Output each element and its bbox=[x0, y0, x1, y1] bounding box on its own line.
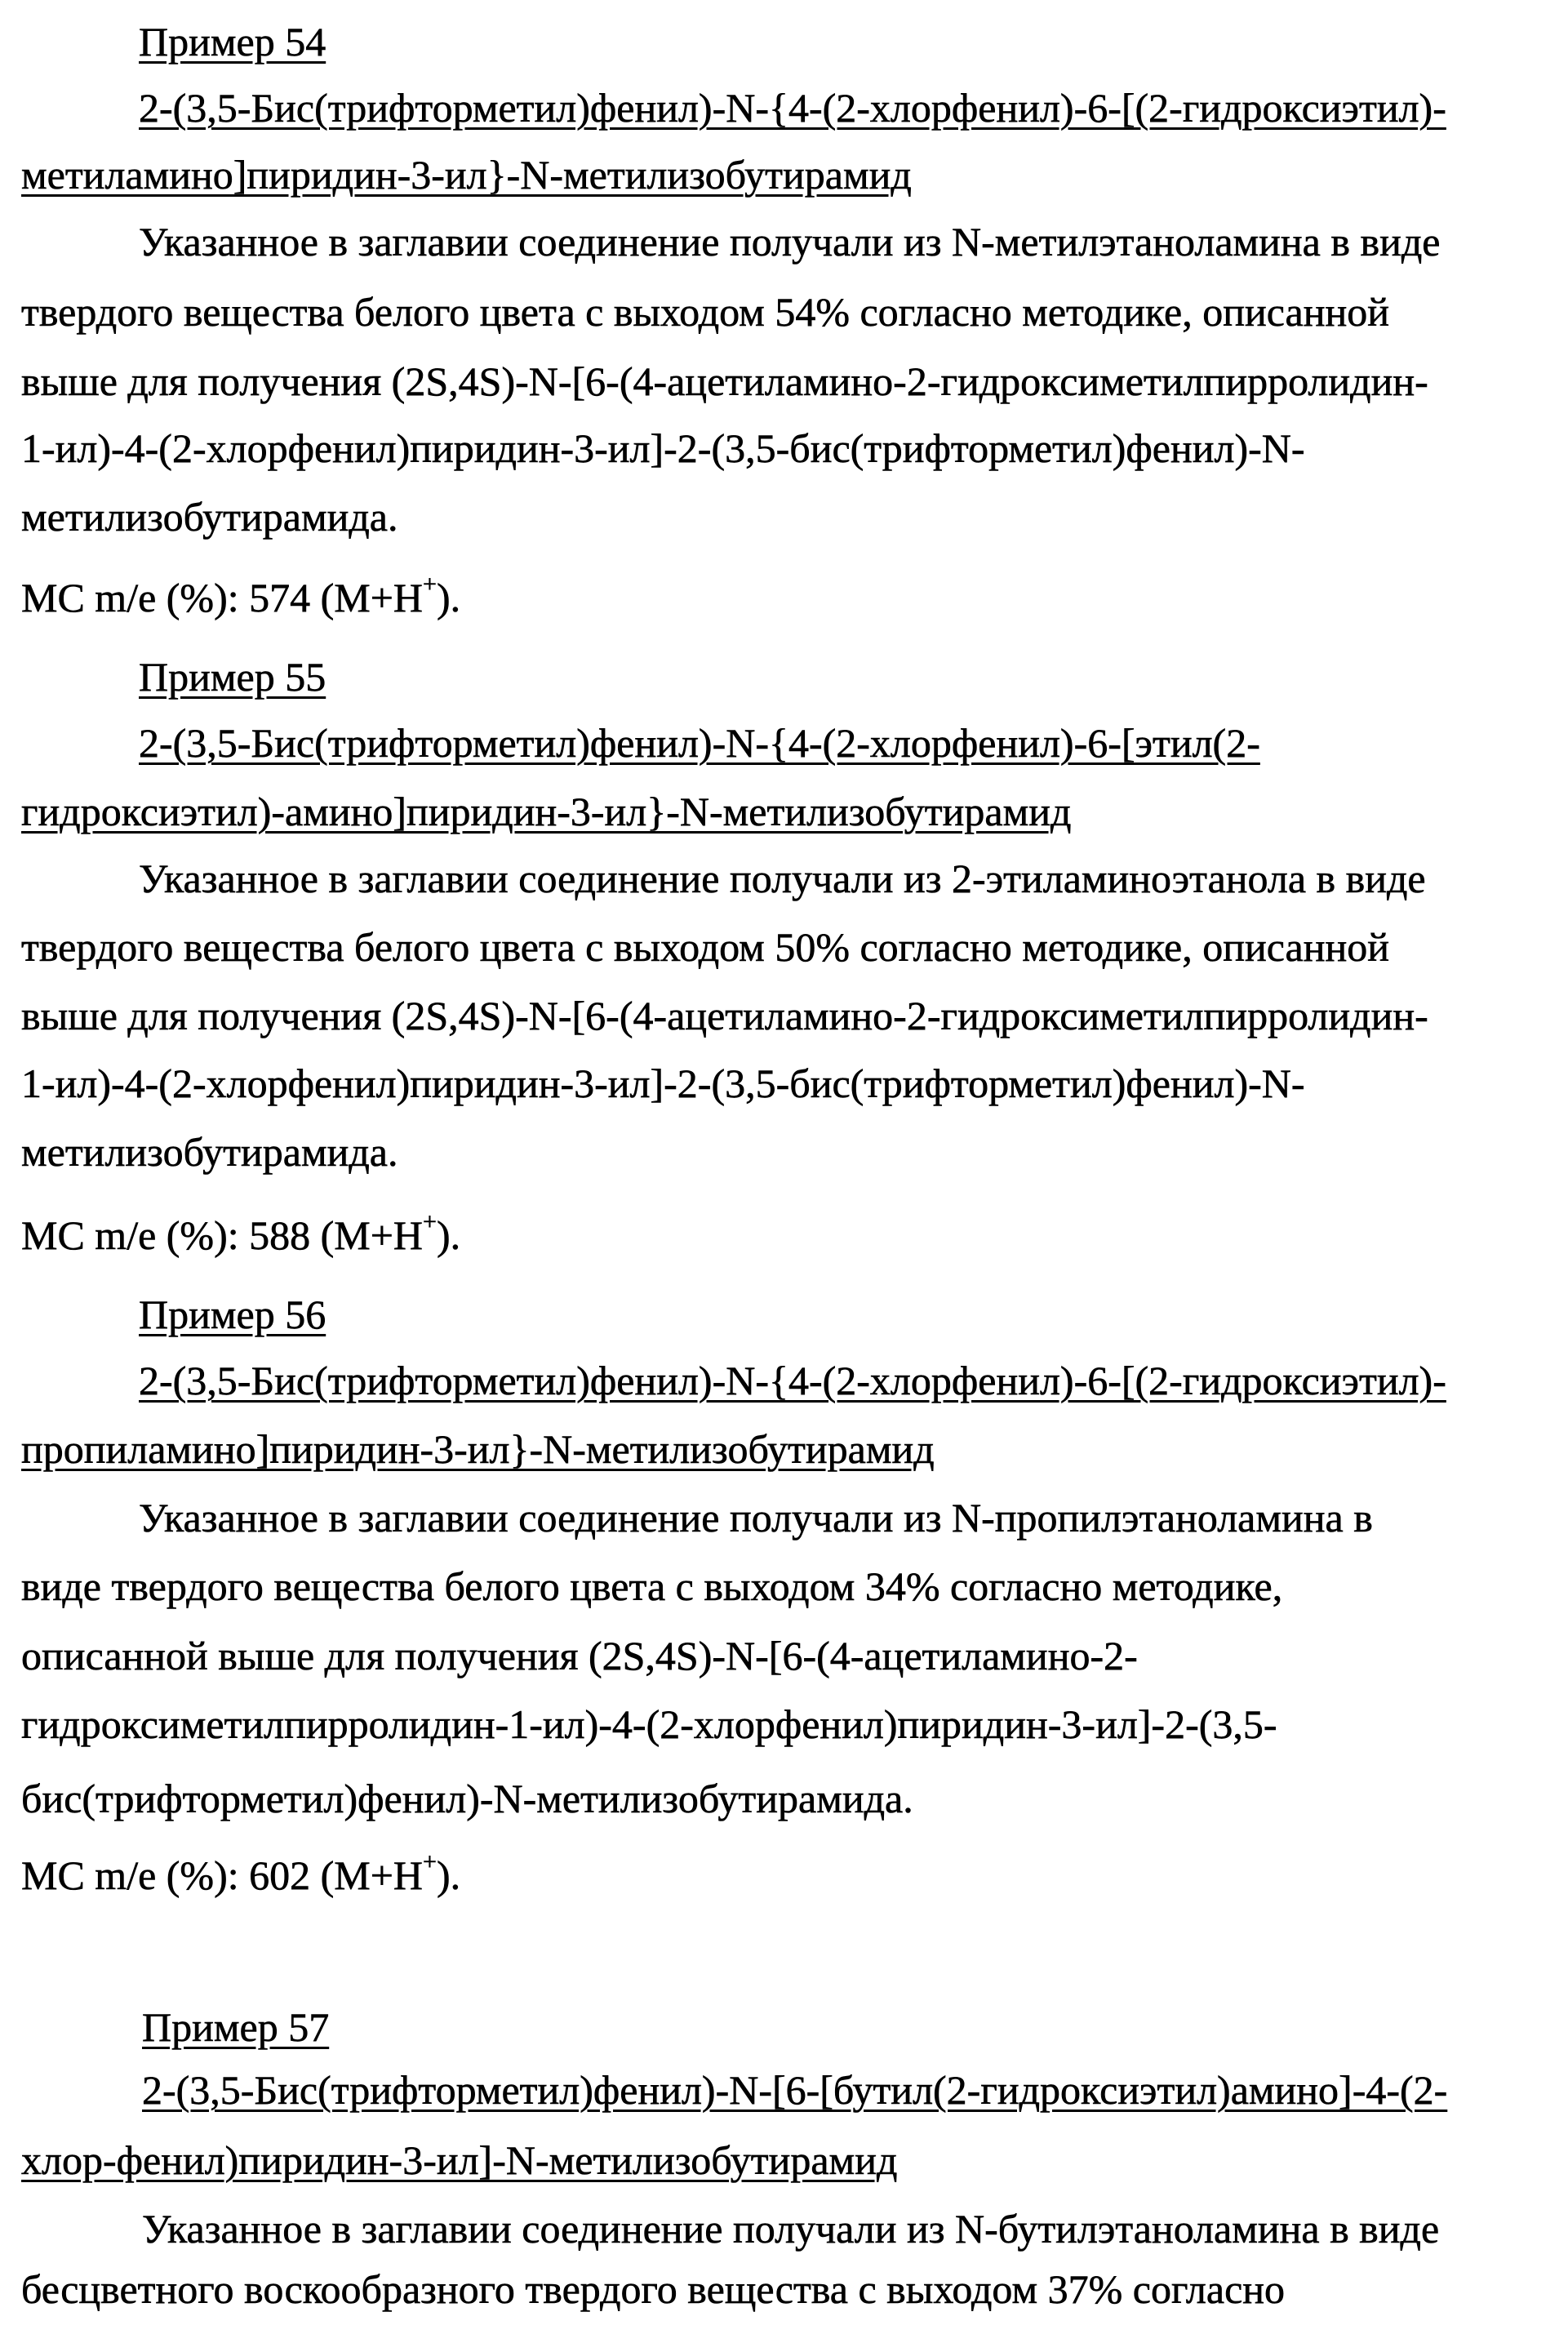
example-55-body-line: 1-ил)-4-(2-хлорфенил)пиридин-3-ил]-2-(3,5-бис(трифторметил)фенил)-N- bbox=[21, 1048, 1305, 1118]
example-54-body-line: твердого вещества белого цвета с выходом 54% согласно методике, описанной bbox=[21, 277, 1389, 347]
example-55-heading: Пример 55 bbox=[139, 642, 326, 712]
example-55-title-line: гидроксиэтил)-амино]пиридин-3-ил}-N-метилизобутирамид bbox=[21, 776, 1071, 847]
example-56-body-line: виде твердого вещества белого цвета с выходом 34% согласно методике, bbox=[21, 1551, 1282, 1621]
example-54-body-line: Указанное в заглавии соединение получали из N-метилэтаноламина в виде bbox=[139, 207, 1440, 277]
example-55-body-line: твердого вещества белого цвета с выходом 50% согласно методике, описанной bbox=[21, 912, 1389, 982]
example-55-body-line: метилизобутирамида. bbox=[21, 1117, 398, 1187]
ms-text-end: ). bbox=[437, 575, 460, 620]
example-56-body-line: Указанное в заглавии соединение получали из N-пропилэтаноламина в bbox=[139, 1483, 1373, 1553]
example-55-body-line: Указанное в заглавии соединение получали из 2-этиламиноэтанола в виде bbox=[139, 843, 1426, 914]
example-56-ms-line bbox=[21, 1840, 460, 1910]
example-56-body-line: гидроксиметилпирролидин-1-ил)-4-(2-хлорфенил)пиридин-3-ил]-2-(3,5- bbox=[21, 1689, 1277, 1759]
example-54-title-line: 2-(3,5-Бис(трифторметил)фенил)-N-{4-(2-хлорфенил)-6-[(2-гидроксиэтил)- bbox=[139, 73, 1446, 143]
example-57-title-line: хлор-фенил)пиридин-3-ил]-N-метилизобутирамид bbox=[21, 2125, 897, 2195]
ms-text: МС m/e (%): 574 (M+H bbox=[21, 575, 423, 620]
ms-superscript: + bbox=[423, 1848, 437, 1875]
example-54-ms-line bbox=[21, 562, 460, 633]
example-57-heading: Пример 57 bbox=[142, 1992, 329, 2062]
example-55-title-line: 2-(3,5-Бис(трифторметил)фенил)-N-{4-(2-хлорфенил)-6-[этил(2- bbox=[139, 708, 1260, 778]
ms-text: МС m/e (%): 588 (M+H bbox=[21, 1212, 423, 1258]
ms-text-end: ). bbox=[437, 1212, 460, 1258]
example-55-ms-line bbox=[21, 1200, 460, 1270]
ms-superscript: + bbox=[423, 1208, 437, 1235]
ms-superscript: + bbox=[423, 571, 437, 598]
example-54-body-line: 1-ил)-4-(2-хлорфенил)пиридин-3-ил]-2-(3,5-бис(трифторметил)фенил)-N- bbox=[21, 413, 1305, 483]
example-56-body-line: описанной выше для получения (2S,4S)-N-[6-(4-ацетиламино-2- bbox=[21, 1621, 1138, 1691]
example-56-body-line: бис(трифторметил)фенил)-N-метилизобутирамида. bbox=[21, 1763, 913, 1834]
example-54-body-line: выше для получения (2S,4S)-N-[6-(4-ацетиламино-2-гидроксиметилпирролидин- bbox=[21, 346, 1428, 416]
example-54-heading: Пример 54 bbox=[139, 7, 326, 77]
example-54-body-line: метилизобутирамида. bbox=[21, 482, 398, 552]
example-57-body-line: бесцветного воскообразного твердого вещества с выходом 37% согласно bbox=[21, 2254, 1285, 2324]
example-55-body-line: выше для получения (2S,4S)-N-[6-(4-ацетиламино-2-гидроксиметилпирролидин- bbox=[21, 980, 1428, 1051]
example-56-heading: Пример 56 bbox=[139, 1279, 326, 1349]
example-54-title-line: метиламино]пиридин-3-ил}-N-метилизобутирамид bbox=[21, 140, 912, 210]
ms-text: МС m/e (%): 602 (M+H bbox=[21, 1852, 423, 1898]
ms-text-end: ). bbox=[437, 1852, 460, 1898]
example-56-title-line: 2-(3,5-Бис(трифторметил)фенил)-N-{4-(2-хлорфенил)-6-[(2-гидроксиэтил)- bbox=[139, 1345, 1446, 1416]
example-57-title-line: 2-(3,5-Бис(трифторметил)фенил)-N-[6-[бутил(2-гидроксиэтил)амино]-4-(2- bbox=[142, 2055, 1447, 2125]
example-57-body-line: Указанное в заглавии соединение получали из N-бутилэтаноламина в виде bbox=[142, 2194, 1439, 2264]
example-56-title-line: пропиламино]пиридин-3-ил}-N-метилизобутирамид bbox=[21, 1414, 935, 1484]
